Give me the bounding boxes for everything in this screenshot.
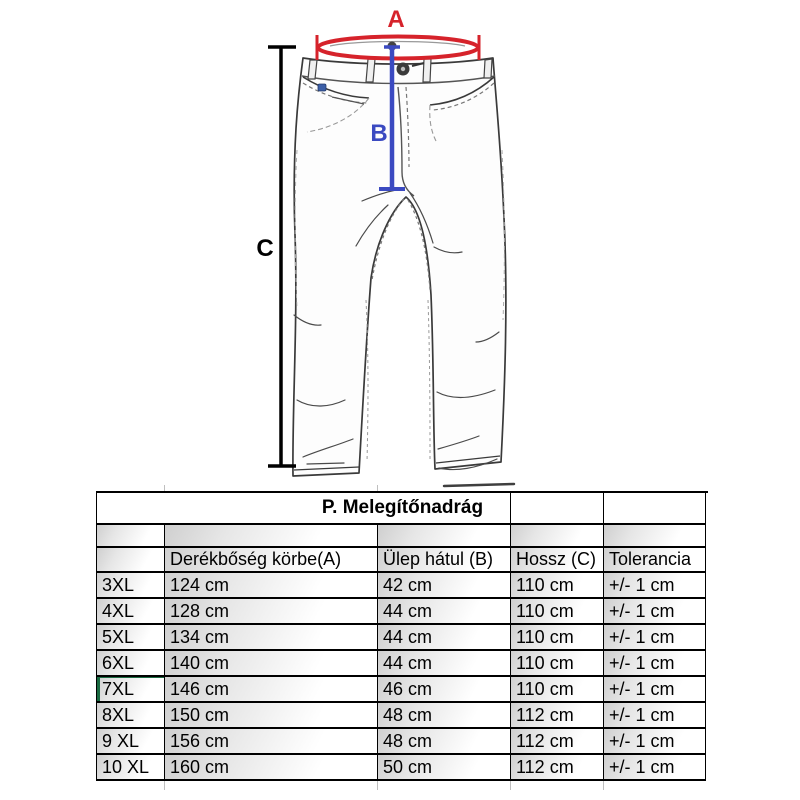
waist-cell: 140 cm — [165, 651, 378, 677]
length-cell: 112 cm — [511, 755, 604, 781]
length-cell: 112 cm — [511, 729, 604, 755]
header-waist: Derékbőség körbe(A) — [165, 548, 378, 573]
seat-cell: 42 cm — [378, 573, 511, 599]
header-tolerance: Tolerancia — [604, 548, 706, 573]
waist-cell: 124 cm — [165, 573, 378, 599]
seat-cell: 48 cm — [378, 703, 511, 729]
empty-cell — [165, 525, 378, 548]
empty-cell — [604, 493, 706, 525]
tolerance-cell: +/- 1 cm — [604, 625, 706, 651]
title-merged-cell — [97, 493, 511, 525]
size-cell: 10 XL — [97, 755, 165, 781]
jeans-silhouette — [293, 58, 506, 476]
length-cell: 110 cm — [511, 573, 604, 599]
jeans-button-hole — [401, 67, 405, 71]
size-cell: 3XL — [97, 573, 165, 599]
label-b: B — [370, 120, 388, 147]
seat-cell: 44 cm — [378, 651, 511, 677]
tolerance-cell: +/- 1 cm — [604, 729, 706, 755]
waist-cell: 146 cm — [165, 677, 378, 703]
label-a: A — [387, 6, 405, 33]
tolerance-cell: +/- 1 cm — [604, 703, 706, 729]
tolerance-cell: +/- 1 cm — [604, 599, 706, 625]
empty-cell — [604, 525, 706, 548]
header-seat: Ülep hátul (B) — [378, 548, 511, 573]
empty-cell — [511, 493, 604, 525]
size-cell: 5XL — [97, 625, 165, 651]
length-cell: 110 cm — [511, 599, 604, 625]
table-title: P. Melegítőnadrág — [321, 497, 484, 518]
corner-cell — [97, 548, 165, 573]
empty-cell — [97, 525, 165, 548]
seat-cell: 50 cm — [378, 755, 511, 781]
length-cell: 110 cm — [511, 677, 604, 703]
waist-cell: 134 cm — [165, 625, 378, 651]
size-cell: 9 XL — [97, 729, 165, 755]
tolerance-cell: +/- 1 cm — [604, 755, 706, 781]
length-cell: 112 cm — [511, 703, 604, 729]
length-cell: 110 cm — [511, 651, 604, 677]
size-cell-selected: 7XL — [97, 677, 165, 703]
length-cell: 110 cm — [511, 625, 604, 651]
seat-cell: 44 cm — [378, 599, 511, 625]
seat-cell: 44 cm — [378, 625, 511, 651]
size-table — [96, 491, 708, 781]
waist-cell: 150 cm — [165, 703, 378, 729]
seat-cell: 46 cm — [378, 677, 511, 703]
empty-cell — [511, 525, 604, 548]
tolerance-cell: +/- 1 cm — [604, 651, 706, 677]
label-c: C — [256, 235, 274, 262]
right-inseam-lower — [428, 300, 430, 462]
waist-cell: 156 cm — [165, 729, 378, 755]
size-cell: 8XL — [97, 703, 165, 729]
size-cell: 4XL — [97, 599, 165, 625]
waist-cell: 128 cm — [165, 599, 378, 625]
waist-cell: 160 cm — [165, 755, 378, 781]
header-length: Hossz (C) — [511, 548, 604, 573]
tolerance-cell: +/- 1 cm — [604, 573, 706, 599]
coin-pocket-rivet — [318, 84, 326, 91]
empty-cell — [378, 525, 511, 548]
right-leg-shadow — [444, 484, 514, 486]
tolerance-cell: +/- 1 cm — [604, 677, 706, 703]
size-cell: 6XL — [97, 651, 165, 677]
seat-cell: 48 cm — [378, 729, 511, 755]
